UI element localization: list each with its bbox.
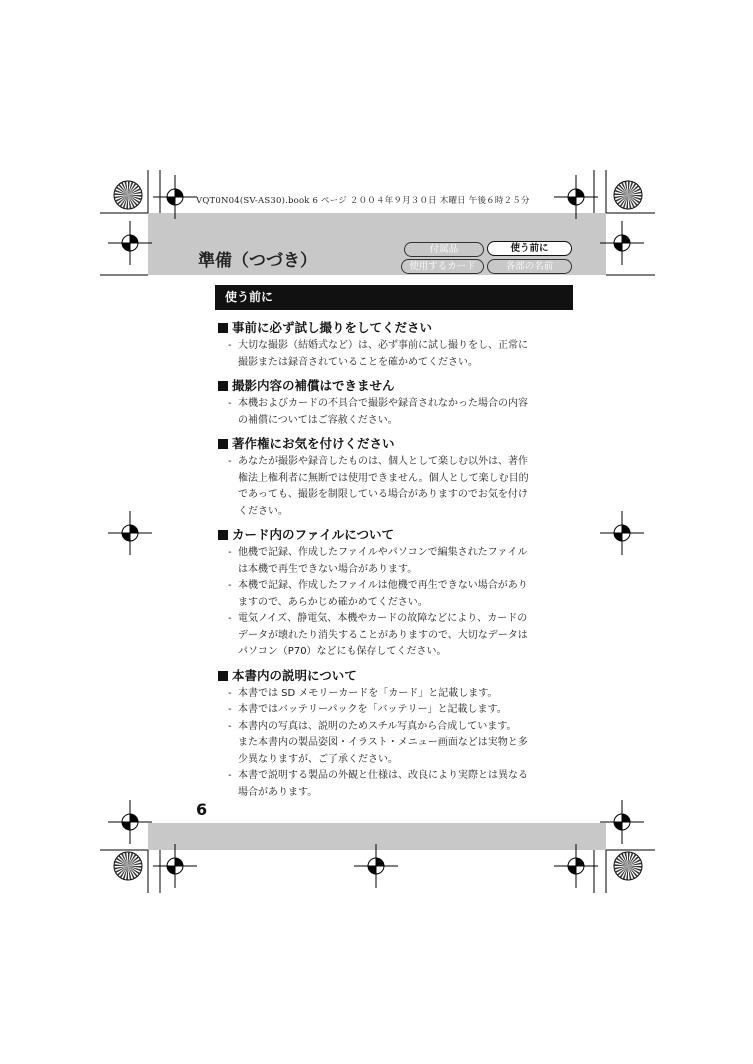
list-item: - 本機で記録、作成したファイルは他機で再生できない場合があり ますので、あらかじめ確かめてください。 — [218, 578, 576, 611]
list-item-note: また本書内の製品姿図・イラスト・メニュー画面などは実物と多 少異なりますが、ご了承ください。 — [238, 737, 528, 765]
page-title: 準備（つづき） — [198, 251, 317, 271]
section-card-files — [218, 525, 576, 661]
tab-part-names[interactable]: 各部の名前 — [487, 259, 572, 274]
square-bullet-icon — [218, 671, 228, 681]
page-number: 6 — [196, 800, 208, 819]
print-info: VQT0N04(SV-AS30).book 6 ページ ２００４年９月３０日 木曜日 午後６時２５分 — [196, 196, 530, 206]
list-item: - 本書で説明する製品の外観と仕様は、改良により実際とは異なる 場合があります。 — [218, 768, 576, 801]
section-heading: 本書内の説明について — [218, 666, 576, 686]
section-heading: 事前に必ず試し撮りをしてください — [218, 318, 576, 338]
content — [218, 318, 576, 806]
list-item: - 本書ではバッテリーパックを「バッテリー」と記載します。 — [218, 702, 576, 719]
section-heading: 撮影内容の補償はできません — [218, 376, 576, 396]
tab-before-use[interactable]: 使う前に — [487, 241, 572, 256]
list-item: - あなたが撮影や録音したものは、個人として楽しむ以外は、著作 権法上権利者に無断では使用できません。個人として楽しむ目的 であっても、撮影を制限している場合がありますのでお気を付け ください。 — [218, 454, 576, 520]
section-heading: 著作権にお気を付けください — [218, 434, 576, 454]
list-item: - 本機およびカードの不具合で撮影や録音されなかった場合の内容 の補償についてはご容赦ください。 — [218, 396, 576, 429]
list-item: - 電気ノイズ、静電気、本機やカードの故障などにより、カードの データが壊れたり消失することがありますので、大切なデータは パソコン（P70）などにも保存してください。 — [218, 611, 576, 661]
section-test-shooting — [218, 318, 576, 371]
section-copyright — [218, 434, 576, 520]
section-title: 使う前に — [215, 285, 573, 310]
square-bullet-icon — [218, 530, 228, 540]
list-item: - 本書内の写真は、説明のためスチル写真から合成しています。 — [218, 719, 576, 736]
section-heading: カード内のファイルについて — [218, 525, 576, 545]
tab-accessories[interactable]: 付属品 — [404, 242, 484, 257]
square-bullet-icon — [218, 323, 228, 333]
square-bullet-icon — [218, 439, 228, 449]
square-bullet-icon — [218, 381, 228, 391]
section-no-compensation — [218, 376, 576, 429]
list-item: - 他機で記録、作成したファイルやパソコンで編集されたファイル は本機で再生できない場合があります。 — [218, 545, 576, 578]
tab-usable-cards[interactable]: 使用するカード — [401, 259, 484, 274]
list-item: - 本書では SD メモリーカードを「カード」と記載します。 — [218, 686, 576, 703]
list-item: - 大切な撮影（結婚式など）は、必ず事前に試し撮りをし、正常に 撮影または録音されていることを確かめてください。 — [218, 338, 576, 371]
section-manual-notes — [218, 666, 576, 802]
